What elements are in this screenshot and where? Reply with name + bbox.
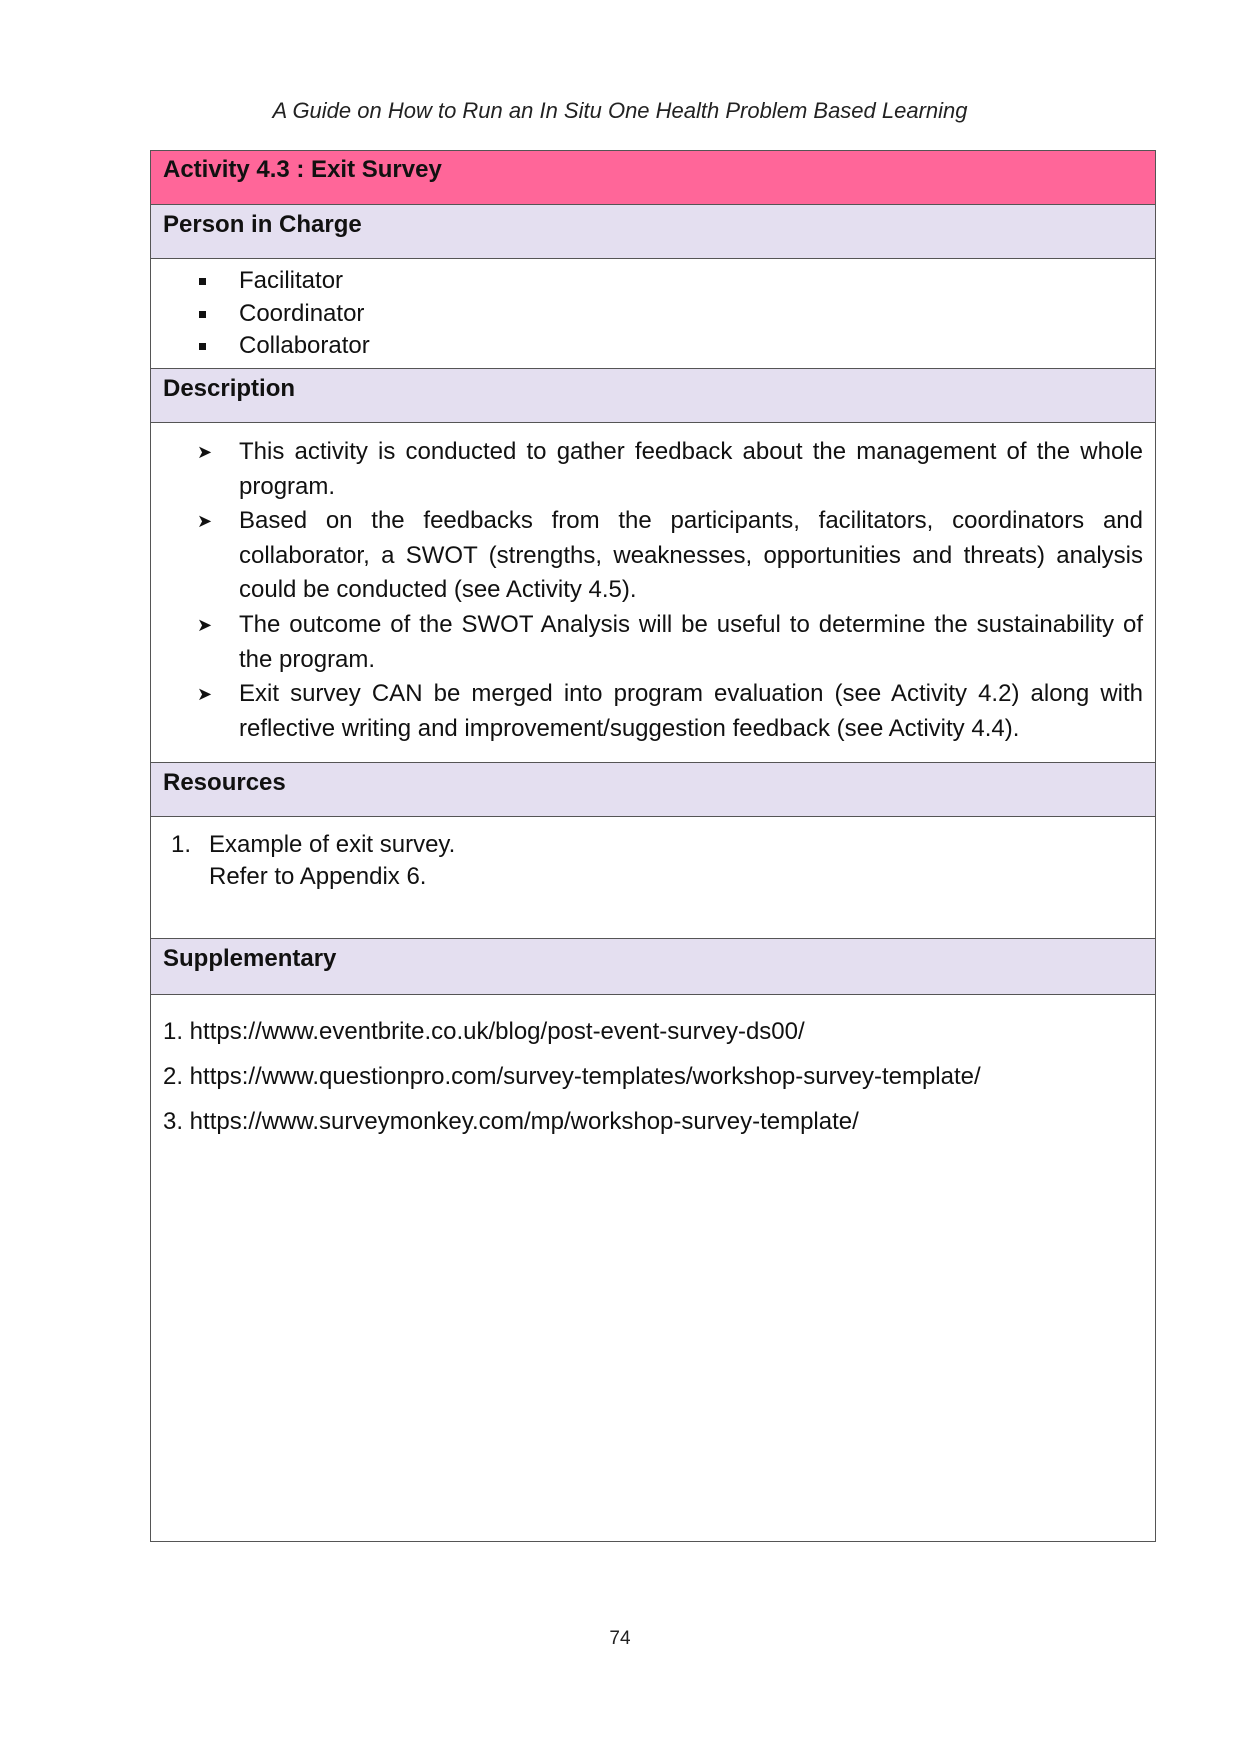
person-in-charge-item: Facilitator [239,267,344,294]
running-header: A Guide on How to Run an In Situ One Health Problem Based Learning [272,98,968,123]
list-item [199,265,1143,298]
arrowhead-bullet-icon: ➤ [197,442,213,462]
person-in-charge-item: Collaborator [239,332,370,359]
supplementary-link[interactable]: 3. https://www.surveymonkey.com/mp/workshop-survey-template/ [163,1108,859,1135]
square-bullet-icon [199,278,206,285]
arrowhead-bullet-icon: ➤ [197,614,213,635]
resources-list-row [151,817,1155,939]
list-item [199,330,1143,363]
activity-table [150,150,1156,1542]
person-in-charge-list [199,265,1143,363]
supplementary-link[interactable]: 1. https://www.eventbrite.co.uk/blog/post-event-survey-ds00/ [163,1018,805,1045]
resources-heading: Resources [163,769,286,796]
description-item: Based on the feedbacks from the participants, facilitators, coordinators and collaborator, a SWOT (strengths, weaknesses, opportunities and threats) analysis could be conducted (see Activity 4.5). [239,507,1143,604]
resource-number: 1. [171,831,192,858]
description-list-row [151,423,1155,763]
list-item [199,435,1143,504]
person-in-charge-list-row [151,259,1155,369]
arrowhead-bullet-icon: ➤ [197,511,213,532]
list-item [199,504,1143,608]
resources-heading-row [151,763,1155,817]
description-item: The outcome of the SWOT Analysis will be useful to determine the sustainability of the program. [239,610,1143,673]
person-in-charge-heading-row [151,205,1155,259]
resource-text: Example of exit survey. [209,831,456,858]
description-heading-row [151,369,1155,423]
resource-item [171,829,1143,861]
activity-title-row [151,151,1155,205]
description-item: This activity is conducted to gather feedback about the management of the whole program. [239,438,1143,500]
list-item [199,677,1143,746]
arrowhead-bullet-icon: ➤ [197,684,213,705]
description-list [199,435,1143,746]
description-item: Exit survey CAN be merged into program evaluation (see Activity 4.2) along with reflective writing and improvement/suggestion feedback (see Activity 4.4). [239,680,1143,742]
description-heading: Description [163,375,296,402]
page-number: 74 [609,1628,631,1649]
supplementary-heading-row [151,939,1155,995]
person-in-charge-item: Coordinator [239,299,365,327]
resource-subtext: Refer to Appendix 6. [209,863,427,890]
list-item [199,298,1143,331]
square-bullet-icon [199,311,206,318]
supplementary-link[interactable]: 2. https://www.questionpro.com/survey-templates/workshop-survey-template/ [163,1063,981,1090]
square-bullet-icon [199,343,206,350]
person-in-charge-heading: Person in Charge [163,211,362,238]
supplementary-links-row [151,995,1155,1541]
supplementary-heading: Supplementary [163,945,337,972]
list-item [199,608,1143,677]
activity-title: Activity 4.3 : Exit Survey [163,156,442,183]
